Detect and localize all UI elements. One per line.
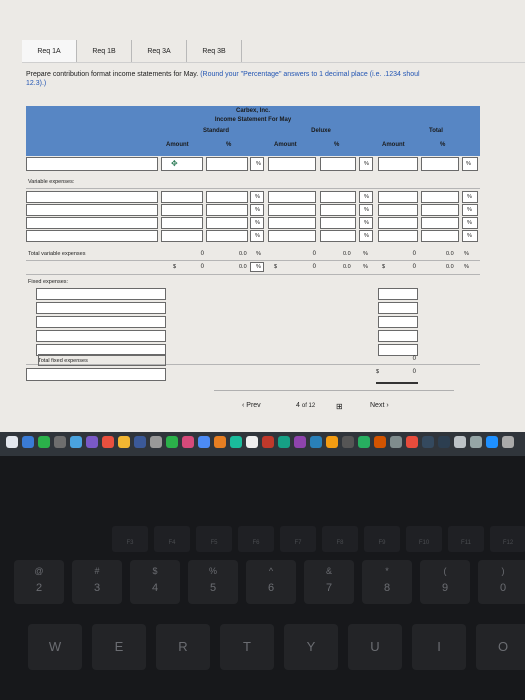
dock-app-icon[interactable]	[342, 436, 354, 448]
key-f4[interactable]	[154, 526, 190, 552]
key-number: 7	[325, 582, 333, 594]
key-symbol: %	[208, 566, 217, 576]
key-i[interactable]: I	[412, 624, 466, 670]
sales-total-amount[interactable]	[378, 157, 418, 171]
fixed-expense-tot-amount-input[interactable]	[378, 344, 418, 356]
key-number: 6	[267, 582, 275, 594]
total-var-standard-pct: 0.0	[239, 251, 247, 257]
cm-total: 0	[412, 264, 416, 270]
col-amount-total: Amount	[382, 142, 405, 148]
key-f7[interactable]	[280, 526, 316, 552]
dock-app-icon[interactable]	[22, 436, 34, 448]
income-statement-table	[26, 106, 480, 384]
col-amount-deluxe: Amount	[274, 142, 297, 148]
number-key[interactable]	[478, 560, 525, 604]
number-key[interactable]	[14, 560, 64, 604]
dock-app-icon[interactable]	[150, 436, 162, 448]
pct-sign: %	[364, 207, 369, 213]
key-y[interactable]: Y	[284, 624, 338, 670]
variable-expense-std-input-input[interactable]	[206, 217, 248, 229]
dock-app-icon[interactable]	[182, 436, 194, 448]
pct-sign: %	[363, 264, 368, 270]
group-standard: Standard	[202, 128, 229, 134]
dock-app-icon[interactable]	[470, 436, 482, 448]
instruction-note: (Round your "Percentage" answers to 1 decimal place (i.e. .1234 shoul	[200, 71, 420, 78]
key-label: F10	[418, 540, 430, 546]
total-variable-label: Total variable expenses	[28, 251, 86, 257]
row-divider	[26, 260, 480, 261]
pct-sign: %	[467, 220, 472, 226]
dock-app-icon[interactable]	[438, 436, 450, 448]
total-fixed-label-box	[38, 354, 166, 366]
dock-app-icon[interactable]	[166, 436, 178, 448]
dollar-sign: $	[173, 264, 177, 270]
dock-app-icon[interactable]	[486, 436, 498, 448]
keyboard	[0, 456, 525, 700]
group-total: Total	[429, 128, 443, 134]
variable-expense-std-amount-input[interactable]	[161, 204, 203, 216]
dollar-sign: $	[382, 264, 386, 270]
tab-req-1b[interactable]: Req 1B	[77, 40, 132, 62]
variable-expense-dlx-input-input[interactable]	[320, 230, 356, 242]
requirement-tabs	[22, 40, 242, 62]
variable-expenses-label: Variable expenses:	[28, 179, 75, 185]
key-label: F3	[126, 540, 134, 546]
number-key[interactable]	[188, 560, 238, 604]
cm-total-pct: 0.0	[446, 264, 454, 270]
page-indicator	[296, 402, 315, 409]
fixed-expense-tot-amount-input[interactable]	[378, 302, 418, 314]
key-f5[interactable]	[196, 526, 232, 552]
grid-icon[interactable]: ⊞	[336, 402, 343, 411]
variable-expense-dlx-amount-input[interactable]	[268, 217, 316, 229]
key-symbol: ^	[268, 566, 274, 576]
variable-expense-tot-amount-input[interactable]	[378, 191, 418, 203]
key-f10[interactable]	[406, 526, 442, 552]
key-e[interactable]: E	[92, 624, 146, 670]
pct-sign: %	[364, 194, 369, 200]
prev-button[interactable]: ‹ Prev	[242, 402, 261, 409]
tab-req-3b[interactable]: Req 3B	[187, 40, 242, 62]
instruction-text: Prepare contribution format income statements for May.	[26, 71, 199, 78]
key-number: 9	[441, 582, 449, 594]
company-name: Carbex, Inc.	[235, 108, 270, 114]
variable-expense-std-input-input[interactable]	[206, 204, 248, 216]
key-symbol: $	[152, 566, 158, 576]
dock-app-icon[interactable]	[326, 436, 338, 448]
fixed-expense-tot-amount-input[interactable]	[378, 330, 418, 342]
tab-req-3a[interactable]: Req 3A	[132, 40, 187, 62]
dock-app-icon[interactable]	[134, 436, 146, 448]
variable-expense-dlx-input-input[interactable]	[320, 217, 356, 229]
prev-label: Prev	[246, 402, 261, 409]
total-var-total-pct: 0.0	[446, 251, 454, 257]
variable-expense-label-input[interactable]	[26, 217, 158, 229]
key-r[interactable]: R	[156, 624, 210, 670]
total-var-deluxe: 0	[312, 251, 316, 257]
dock-app-icon[interactable]	[422, 436, 434, 448]
pct-sign: %	[464, 251, 469, 257]
pct-sign: %	[466, 161, 471, 167]
pct-sign: %	[255, 220, 260, 226]
key-symbol: #	[94, 566, 100, 576]
key-f3[interactable]	[112, 526, 148, 552]
pct-sign: %	[364, 161, 369, 167]
net-income-total: 0	[412, 369, 416, 375]
page-of: of 12	[301, 403, 316, 409]
instructions	[26, 70, 525, 88]
number-key[interactable]	[304, 560, 354, 604]
double-underline	[376, 382, 418, 384]
next-label: Next	[370, 402, 385, 409]
sales-label-input[interactable]	[26, 157, 158, 171]
pct-sign: %	[364, 233, 369, 239]
variable-expense-std-input-input[interactable]	[206, 191, 248, 203]
dollar-sign: $	[274, 264, 278, 270]
sales-deluxe-amount[interactable]	[268, 157, 316, 171]
pager-rule	[214, 390, 454, 391]
dock-app-icon[interactable]	[310, 436, 322, 448]
variable-expense-dlx-amount-input[interactable]	[268, 230, 316, 242]
dock-app-icon[interactable]	[406, 436, 418, 448]
fixed-expense-label-input[interactable]	[36, 302, 166, 314]
key-label: F7	[294, 540, 302, 546]
fixed-expense-label-input[interactable]	[36, 288, 166, 300]
dock-app-icon[interactable]	[374, 436, 386, 448]
pct-sign: %	[255, 207, 260, 213]
pct-sign: %	[256, 161, 261, 167]
variable-expense-std-amount-input[interactable]	[161, 191, 203, 203]
pagination	[236, 400, 426, 414]
key-number: 8	[383, 582, 391, 594]
variable-expense-std-amount-input[interactable]	[161, 217, 203, 229]
col-amount-standard: Amount	[166, 142, 189, 148]
pct-sign: %	[364, 220, 369, 226]
variable-expense-dlx-input-input[interactable]	[320, 191, 356, 203]
key-symbol: )	[501, 566, 505, 576]
key-symbol: *	[385, 566, 389, 576]
dock-app-icon[interactable]	[294, 436, 306, 448]
dock-app-icon[interactable]	[70, 436, 82, 448]
number-key[interactable]	[130, 560, 180, 604]
dock-app-icon[interactable]	[86, 436, 98, 448]
variable-expense-tot-input-input[interactable]	[421, 230, 459, 242]
total-var-deluxe-pct: 0.0	[343, 251, 351, 257]
row-divider	[26, 188, 480, 189]
cm-standard: 0	[200, 264, 204, 270]
dock-app-icon[interactable]	[198, 436, 210, 448]
dock-app-icon[interactable]	[246, 436, 258, 448]
group-deluxe: Deluxe	[311, 128, 331, 134]
key-label: F4	[168, 540, 176, 546]
key-f8[interactable]	[322, 526, 358, 552]
key-label: F6	[252, 540, 260, 546]
variable-expense-dlx-amount-input[interactable]	[268, 191, 316, 203]
statement-title: Income Statement For May	[214, 117, 292, 123]
key-number: 0	[499, 582, 507, 594]
number-key[interactable]	[362, 560, 412, 604]
sales-standard-amount[interactable]	[161, 157, 203, 171]
dock-app-icon[interactable]	[278, 436, 290, 448]
variable-expense-std-amount-input[interactable]	[161, 230, 203, 242]
fixed-expenses-label: Fixed expenses:	[28, 279, 69, 285]
pct-sign: %	[363, 251, 368, 257]
key-f9[interactable]	[364, 526, 400, 552]
variable-expense-label-input[interactable]	[26, 204, 158, 216]
key-f6[interactable]	[238, 526, 274, 552]
key-label: F5	[210, 540, 218, 546]
key-label: F11	[461, 540, 471, 546]
dock-app-icon[interactable]	[454, 436, 466, 448]
variable-expense-label-input[interactable]	[26, 191, 158, 203]
sales-deluxe-input[interactable]	[320, 157, 356, 171]
number-key[interactable]	[420, 560, 470, 604]
pct-sign: %	[467, 233, 472, 239]
fixed-expense-tot-amount-input[interactable]	[378, 288, 418, 300]
pct-sign: %	[256, 264, 261, 270]
move-cursor-icon: ✥	[171, 159, 178, 168]
key-label: F9	[378, 540, 386, 546]
variable-expense-tot-input-input[interactable]	[421, 191, 459, 203]
pct-sign: %	[255, 233, 260, 239]
key-number: 2	[35, 582, 43, 594]
key-symbol: (	[443, 566, 447, 576]
cm-deluxe: 0	[312, 264, 316, 270]
row-divider	[26, 274, 480, 275]
dock-app-icon[interactable]	[214, 436, 226, 448]
variable-expense-dlx-amount-input[interactable]	[268, 204, 316, 216]
number-key[interactable]	[72, 560, 122, 604]
pct-sign: %	[464, 264, 469, 270]
key-label: F8	[336, 540, 344, 546]
net-income-label-input[interactable]	[26, 368, 166, 381]
key-w[interactable]: W	[28, 624, 82, 670]
key-t[interactable]: T	[220, 624, 274, 670]
total-var-total: 0	[412, 251, 416, 257]
key-symbol: @	[34, 566, 44, 576]
key-o[interactable]: O	[476, 624, 525, 670]
col-pct-deluxe: %	[334, 142, 340, 148]
pct-sign: %	[467, 194, 472, 200]
variable-expense-tot-amount-input[interactable]	[378, 217, 418, 229]
dock-app-icon[interactable]	[54, 436, 66, 448]
col-pct-standard: %	[226, 142, 232, 148]
dock-app-icon[interactable]	[262, 436, 274, 448]
dock-app-icon[interactable]	[502, 436, 514, 448]
variable-expense-dlx-input-input[interactable]	[320, 204, 356, 216]
fixed-expense-tot-amount-input[interactable]	[378, 316, 418, 328]
key-f12[interactable]	[490, 526, 525, 552]
key-u[interactable]: U	[348, 624, 402, 670]
col-pct-total: %	[440, 142, 446, 148]
number-key[interactable]	[246, 560, 296, 604]
dock-app-icon[interactable]	[6, 436, 18, 448]
instruction-note-cont: 12.3).)	[26, 80, 47, 87]
next-button[interactable]: Next ›	[370, 402, 389, 409]
variable-expense-tot-amount-input[interactable]	[378, 204, 418, 216]
tab-req-1a[interactable]: Req 1A	[22, 40, 77, 62]
pct-sign: %	[467, 207, 472, 213]
cm-standard-pct: 0.0	[239, 264, 247, 270]
pct-sign: %	[256, 251, 261, 257]
variable-expense-label-input[interactable]	[26, 230, 158, 242]
total-var-standard: 0	[200, 251, 204, 257]
dock-app-icon[interactable]	[358, 436, 370, 448]
tab-divider	[22, 62, 525, 63]
dock-app-icon[interactable]	[38, 436, 50, 448]
dock-app-icon[interactable]	[102, 436, 114, 448]
sales-total-input[interactable]	[421, 157, 459, 171]
dock-app-icon[interactable]	[390, 436, 402, 448]
dock-app-icon[interactable]	[230, 436, 242, 448]
fixed-expense-label-input[interactable]	[36, 330, 166, 342]
variable-expense-tot-input-input[interactable]	[421, 217, 459, 229]
sales-standard-input[interactable]	[206, 157, 248, 171]
key-number: 4	[151, 582, 159, 594]
fixed-expense-label-input[interactable]	[36, 316, 166, 328]
key-symbol: &	[325, 566, 332, 576]
key-number: 3	[93, 582, 101, 594]
key-f11[interactable]	[448, 526, 484, 552]
variable-expense-tot-input-input[interactable]	[421, 204, 459, 216]
cm-deluxe-pct: 0.0	[343, 264, 351, 270]
pct-sign: %	[255, 194, 260, 200]
total-fixed-total: 0	[412, 356, 416, 362]
dock-app-icon[interactable]	[118, 436, 130, 448]
dollar-sign: $	[376, 369, 380, 375]
dock	[0, 432, 525, 456]
variable-expense-std-input-input[interactable]	[206, 230, 248, 242]
page-number: 4	[296, 402, 300, 409]
variable-expense-tot-amount-input[interactable]	[378, 230, 418, 242]
key-number: 5	[209, 582, 217, 594]
key-label: F12	[502, 540, 514, 546]
total-fixed-label: Total fixed expenses	[38, 358, 88, 364]
